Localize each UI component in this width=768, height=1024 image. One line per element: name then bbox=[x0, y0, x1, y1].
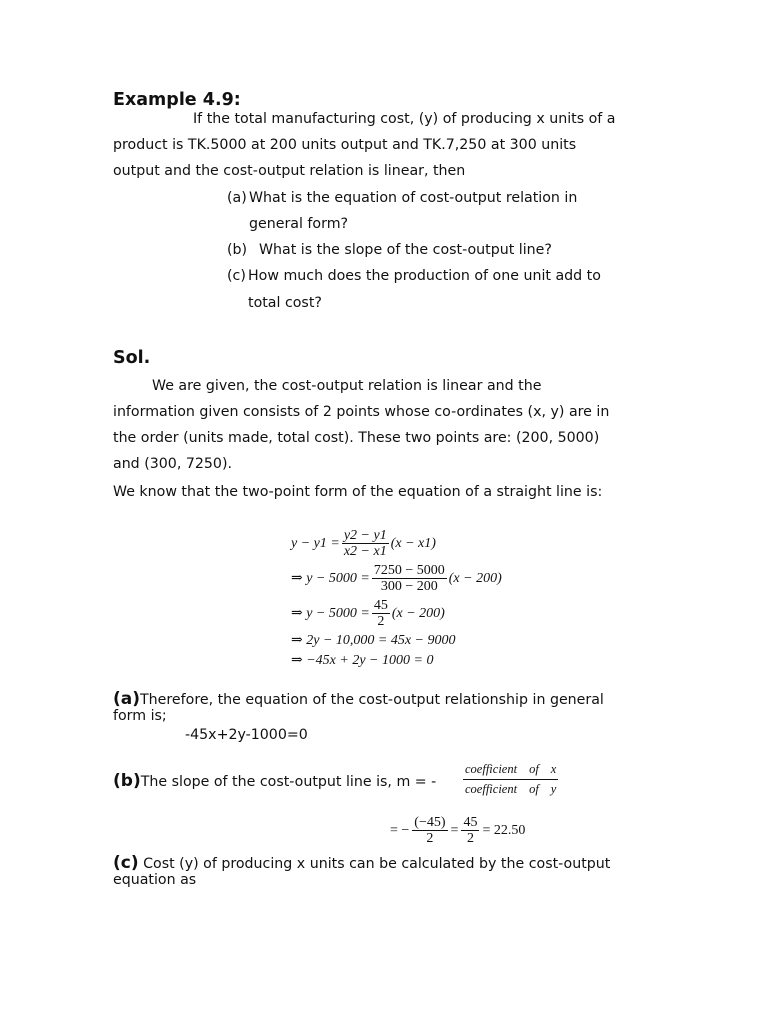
numerator-word-of: of bbox=[529, 762, 539, 776]
part-c-text-1: Cost (y) of producing x units can be calculated by the cost-output bbox=[138, 856, 611, 872]
question-c-line-2: total cost? bbox=[248, 295, 322, 311]
calc-den-1: 2 bbox=[426, 831, 434, 846]
part-b-text: The slope of the cost-output line is, m = - bbox=[140, 774, 437, 790]
denominator-word-of: of bbox=[529, 782, 539, 796]
question-c-label: (c) bbox=[227, 268, 246, 284]
slope-fraction bbox=[463, 762, 558, 797]
denominator-word-coefficient: coefficient bbox=[465, 782, 518, 796]
part-b-line bbox=[113, 771, 436, 791]
question-a-label: (a) bbox=[227, 190, 247, 206]
slope-numerator bbox=[463, 762, 558, 780]
part-b-label: (b) bbox=[113, 771, 141, 791]
intro-line-2: product is TK.5000 at 200 units output and TK.7,250 at 300 units bbox=[113, 137, 577, 153]
solution-p1-line-2: information given consists of 2 points whose co-ordinates (x, y) are in bbox=[113, 404, 610, 420]
eq2-fraction bbox=[372, 563, 447, 594]
solution-p1-line-4: and (300, 7250). bbox=[113, 456, 232, 472]
eq2-rhs: (x − 200) bbox=[448, 570, 502, 586]
part-c-line-1 bbox=[113, 853, 610, 873]
calc-den-2: 2 bbox=[466, 831, 474, 846]
eq3-numerator: 45 bbox=[373, 598, 388, 613]
eq2-denominator: 300 − 200 bbox=[380, 579, 438, 594]
eq1-fraction bbox=[342, 528, 389, 559]
slope-denominator bbox=[463, 780, 558, 797]
denominator-var-y: y bbox=[550, 782, 557, 796]
calc-fraction-1 bbox=[412, 815, 447, 846]
calc-fraction-2 bbox=[461, 815, 479, 846]
eq1-lhs: y − y1 = bbox=[291, 535, 340, 551]
equation-4: ⇒ 2y − 10,000 = 45x − 9000 bbox=[291, 633, 456, 648]
calc-num-2: 45 bbox=[463, 815, 478, 830]
question-b-label: (b) bbox=[227, 242, 248, 258]
solution-heading: Sol. bbox=[113, 348, 151, 368]
part-a-answer: -45x+2y-1000=0 bbox=[185, 727, 308, 743]
eq3-denominator: 2 bbox=[377, 614, 385, 629]
question-c-line-1: How much does the production of one unit add to bbox=[248, 268, 601, 284]
equation-2 bbox=[291, 563, 502, 594]
part-a-text-1: Therefore, the equation of the cost-output relationship in general bbox=[140, 692, 604, 708]
eq2-lhs: ⇒ y − 5000 = bbox=[291, 571, 370, 586]
solution-p2: We know that the two-point form of the equation of a straight line is: bbox=[113, 484, 603, 500]
example-heading: Example 4.9: bbox=[113, 90, 241, 110]
eq1-rhs: (x − x1) bbox=[390, 535, 436, 551]
eq3-fraction bbox=[372, 598, 390, 629]
numerator-var-x: x bbox=[550, 762, 557, 776]
equation-1 bbox=[291, 528, 436, 559]
question-b-text: What is the slope of the cost-output line? bbox=[259, 242, 552, 258]
calc-eq2: = bbox=[450, 822, 459, 838]
question-a-line-1: What is the equation of cost-output relation in bbox=[249, 190, 578, 206]
part-a-line-2: form is; bbox=[113, 708, 167, 724]
eq1-denominator: x2 − x1 bbox=[343, 544, 387, 559]
question-a-line-2: general form? bbox=[249, 216, 349, 232]
part-c-line-2: equation as bbox=[113, 872, 197, 888]
eq3-lhs: ⇒ y − 5000 = bbox=[291, 606, 370, 621]
eq2-numerator: 7250 − 5000 bbox=[373, 563, 445, 578]
part-a-label: (a) bbox=[113, 689, 141, 709]
solution-p1-line-3: the order (units made, total cost). These two points are: (200, 5000) bbox=[113, 430, 600, 446]
equation-5: ⇒ −45x + 2y − 1000 = 0 bbox=[291, 653, 434, 668]
numerator-word-coefficient: coefficient bbox=[465, 762, 518, 776]
part-c-label: (c) bbox=[113, 853, 139, 873]
calc-num-1: (−45) bbox=[414, 815, 446, 830]
equation-3 bbox=[291, 598, 445, 629]
eq1-numerator: y2 − y1 bbox=[343, 528, 387, 543]
eq3-rhs: (x − 200) bbox=[391, 605, 445, 621]
part-a-line-1 bbox=[113, 689, 604, 709]
calc-eq1: = − bbox=[390, 822, 410, 838]
solution-p1-line-1: We are given, the cost-output relation is linear and the bbox=[152, 378, 542, 394]
intro-line-1: If the total manufacturing cost, (y) of producing x units of a bbox=[193, 111, 616, 127]
intro-line-3: output and the cost-output relation is linear, then bbox=[113, 163, 466, 179]
calc-result: = 22.50 bbox=[482, 822, 526, 838]
slope-calculation bbox=[390, 815, 525, 846]
